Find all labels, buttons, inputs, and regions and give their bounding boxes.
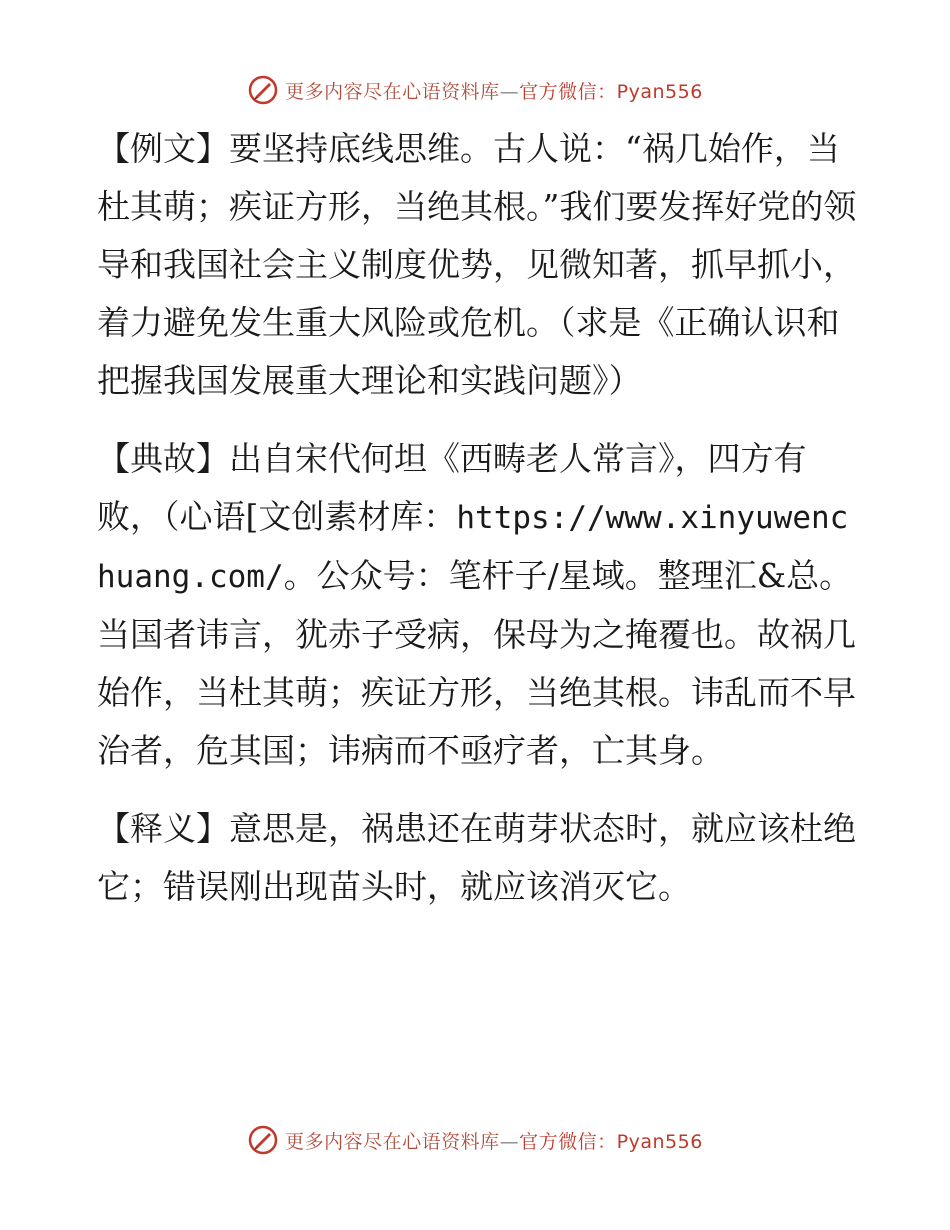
source-label: 【典故】 — [97, 439, 229, 478]
source-url: https://www.xinyuwenchuang.com/ — [97, 500, 849, 595]
header-banner-separator: — — [499, 80, 520, 103]
brush-logo-icon — [247, 74, 279, 106]
meaning-text: 意思是，祸患还在萌芽状态时，就应该杜绝它；错误刚出现苗头时，就应该消灭它。 — [97, 809, 856, 906]
example-paragraph — [97, 120, 857, 410]
header-banner-text — [285, 77, 703, 104]
example-text: 要坚持底线思维。古人说：“祸几始作，当杜其萌；疾证方形，当绝其根。”我们要发挥好党的领导和我国社会主义制度优势，见微知著，抓早抓小，着力避免发生重大风险或危机。（求是《正确认识和把握我国发展重大理论和实践问题》） — [97, 129, 857, 400]
example-label: 【例文】 — [97, 129, 229, 168]
footer-banner-separator: — — [499, 1130, 520, 1153]
source-text-after: 。公众号：笔杆子/星域。整理汇&总。当国者讳言，犹赤子受病，保母为之掩覆也。故祸几始作，当杜其萌；疾证方形，当绝其根。讳乱而不早治者，危其国；讳病而不亟疗者，亡其身。 — [97, 556, 856, 770]
meaning-label: 【释义】 — [97, 809, 229, 848]
header-banner-title: 更多内容尽在心语资料库 — [285, 80, 500, 103]
footer-banner-contact: 官方微信：Pyan556 — [519, 1130, 703, 1153]
footer-banner-text — [285, 1127, 703, 1154]
source-text-before: 出自宋代何坦《西畴老人常言》，四方有败，（心语[文创素材库： — [97, 439, 807, 536]
document-body — [97, 120, 857, 936]
header-banner-contact: 官方微信：Pyan556 — [519, 80, 703, 103]
footer-banner-title: 更多内容尽在心语资料库 — [285, 1130, 500, 1153]
brush-logo-icon — [247, 1124, 279, 1156]
header-banner — [0, 70, 950, 110]
meaning-paragraph — [97, 800, 857, 916]
source-paragraph — [97, 430, 857, 780]
footer-banner — [0, 1120, 950, 1160]
